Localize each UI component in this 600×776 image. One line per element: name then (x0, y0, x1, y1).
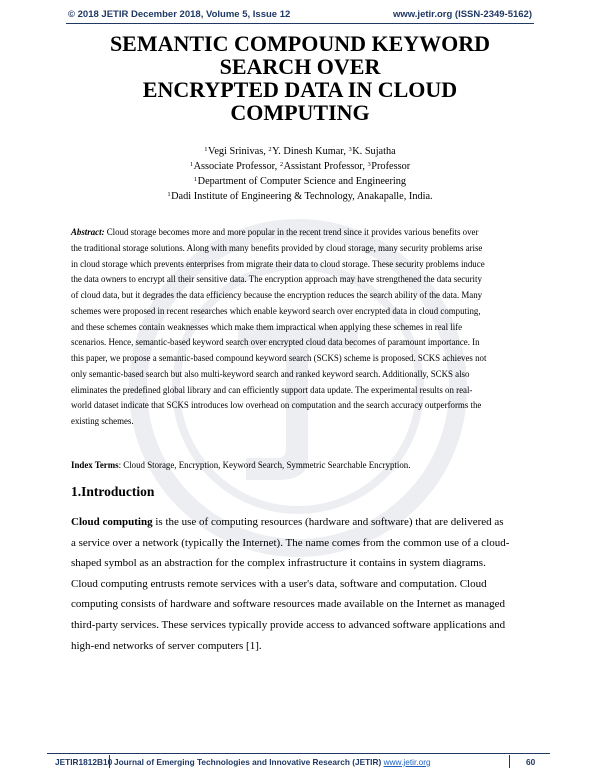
term-cloud-computing: Cloud computing (71, 516, 153, 528)
intro-line: Cloud computing is the use of computing resources (hardware and software) that are delivered as (71, 516, 504, 528)
author-department: $^1$Department of Computer Science and Engineering (193, 176, 407, 187)
intro-line: third-party services. These services typically provide access to advanced software applications and (71, 618, 506, 631)
header-rule (66, 23, 534, 24)
header-journal-site: www.jetir.org (ISSN-2349-5162) (392, 9, 532, 20)
title-line-2: SEARCH OVER (219, 54, 381, 79)
title-line-4: COMPUTING (230, 100, 370, 125)
section-heading: 1.Introduction (71, 484, 155, 499)
abstract-line: Abstract: Cloud storage becomes more and more popular in the recent trend since it provides various benefits over (71, 227, 479, 237)
running-footer (55, 755, 545, 769)
abstract-line: this paper, we propose a semantic-based compound keyword search (SCKS) scheme is proposed. SCKS achieves not (71, 353, 487, 363)
author-names: $^1$Vegi Srinivas, $^2$Y. Dinesh Kumar, $^3$K. Sujatha (204, 146, 396, 157)
abstract-line: world dataset indicate that SCKS introduces low overhead on computation and the search accuracy outperforms the (71, 400, 482, 411)
abstract-line: in cloud storage which prevents enterprises from migrate their data to cloud storage. These security problems induce (71, 258, 485, 269)
footer-divider (109, 755, 110, 768)
journal-link[interactable]: www.jetir.org (383, 757, 431, 767)
introduction-body (71, 512, 529, 656)
header-citation: © 2018 JETIR December 2018, Volume 5, Issue 12 (68, 9, 291, 20)
running-header (68, 9, 532, 23)
author-institution: $^1$Dadi Institute of Engineering & Technology, Anakapalle, India. (167, 191, 433, 202)
abstract-line: only semantic-based search but also multi-keyword search and ranked keyword search. Additionally, SCKS also (71, 368, 470, 379)
index-terms (71, 459, 529, 471)
intro-line: Cloud computing entrusts remote services with a user's data, software and computation. Cloud (71, 577, 487, 590)
abstract-line: eliminates the predefined global library and can efficiently support data update. The experimental results on real- (71, 384, 473, 395)
abstract-line: schemes were proposed in recent researches which enable keyword search over encrypted data in cloud computing, (71, 305, 481, 316)
intro-line: high-end networks of server computers [1]. (71, 639, 262, 652)
index-terms-text: : Cloud Storage, Encryption, Keyword Search, Symmetric Searchable Encryption. (118, 460, 411, 470)
abstract-label: Abstract: (71, 227, 105, 237)
abstract-line: existing schemes. (71, 416, 134, 426)
index-terms-label: Index Terms (71, 460, 119, 470)
paper-code: JETIR1812B10 (55, 757, 113, 767)
abstract-line: scenarios. Hence, semantic-based keyword search over encrypted cloud data becomes of paramount importance. In (71, 337, 480, 348)
footer-divider (509, 755, 510, 768)
page-number: 60 (526, 757, 536, 767)
author-block (60, 143, 540, 203)
intro-line: a service over a network (typically the Internet). The name comes from the common use of a cloud- (71, 536, 510, 549)
abstract (71, 225, 529, 430)
abstract-line: and these schemes contain weaknesses which make them impractical when applying these schemes in real life (71, 321, 463, 332)
intro-line: computing consists of hardware and software resources made available on the Internet as managed (71, 598, 506, 611)
title-line-3: ENCRYPTED DATA IN CLOUD (142, 77, 458, 102)
abstract-line: the data owners to encrypt all their sensitive data. The encryption approach may have strengthened the data security (71, 274, 482, 285)
author-roles: $^1$Associate Professor, $^2$Assistant Professor, $^3$Professor (189, 161, 411, 172)
intro-line: shaped symbol as an abstraction for the complex infrastructure it contains in system diagrams. (71, 557, 486, 570)
title-line-1: SEMANTIC COMPOUND KEYWORD (109, 31, 491, 56)
footer-rule (47, 753, 550, 754)
paper-title (60, 32, 540, 124)
abstract-line: of cloud data, but it degrades the data efficiency because the encryption reduces the search ability of the data. Many (71, 290, 483, 300)
footer-journal: Journal of Emerging Technologies and Innovative Research (JETIR) www.jetir.org (114, 757, 431, 767)
abstract-line: the traditional storage solutions. Along with many benefits provided by cloud storage, many security problems arise (71, 242, 483, 253)
